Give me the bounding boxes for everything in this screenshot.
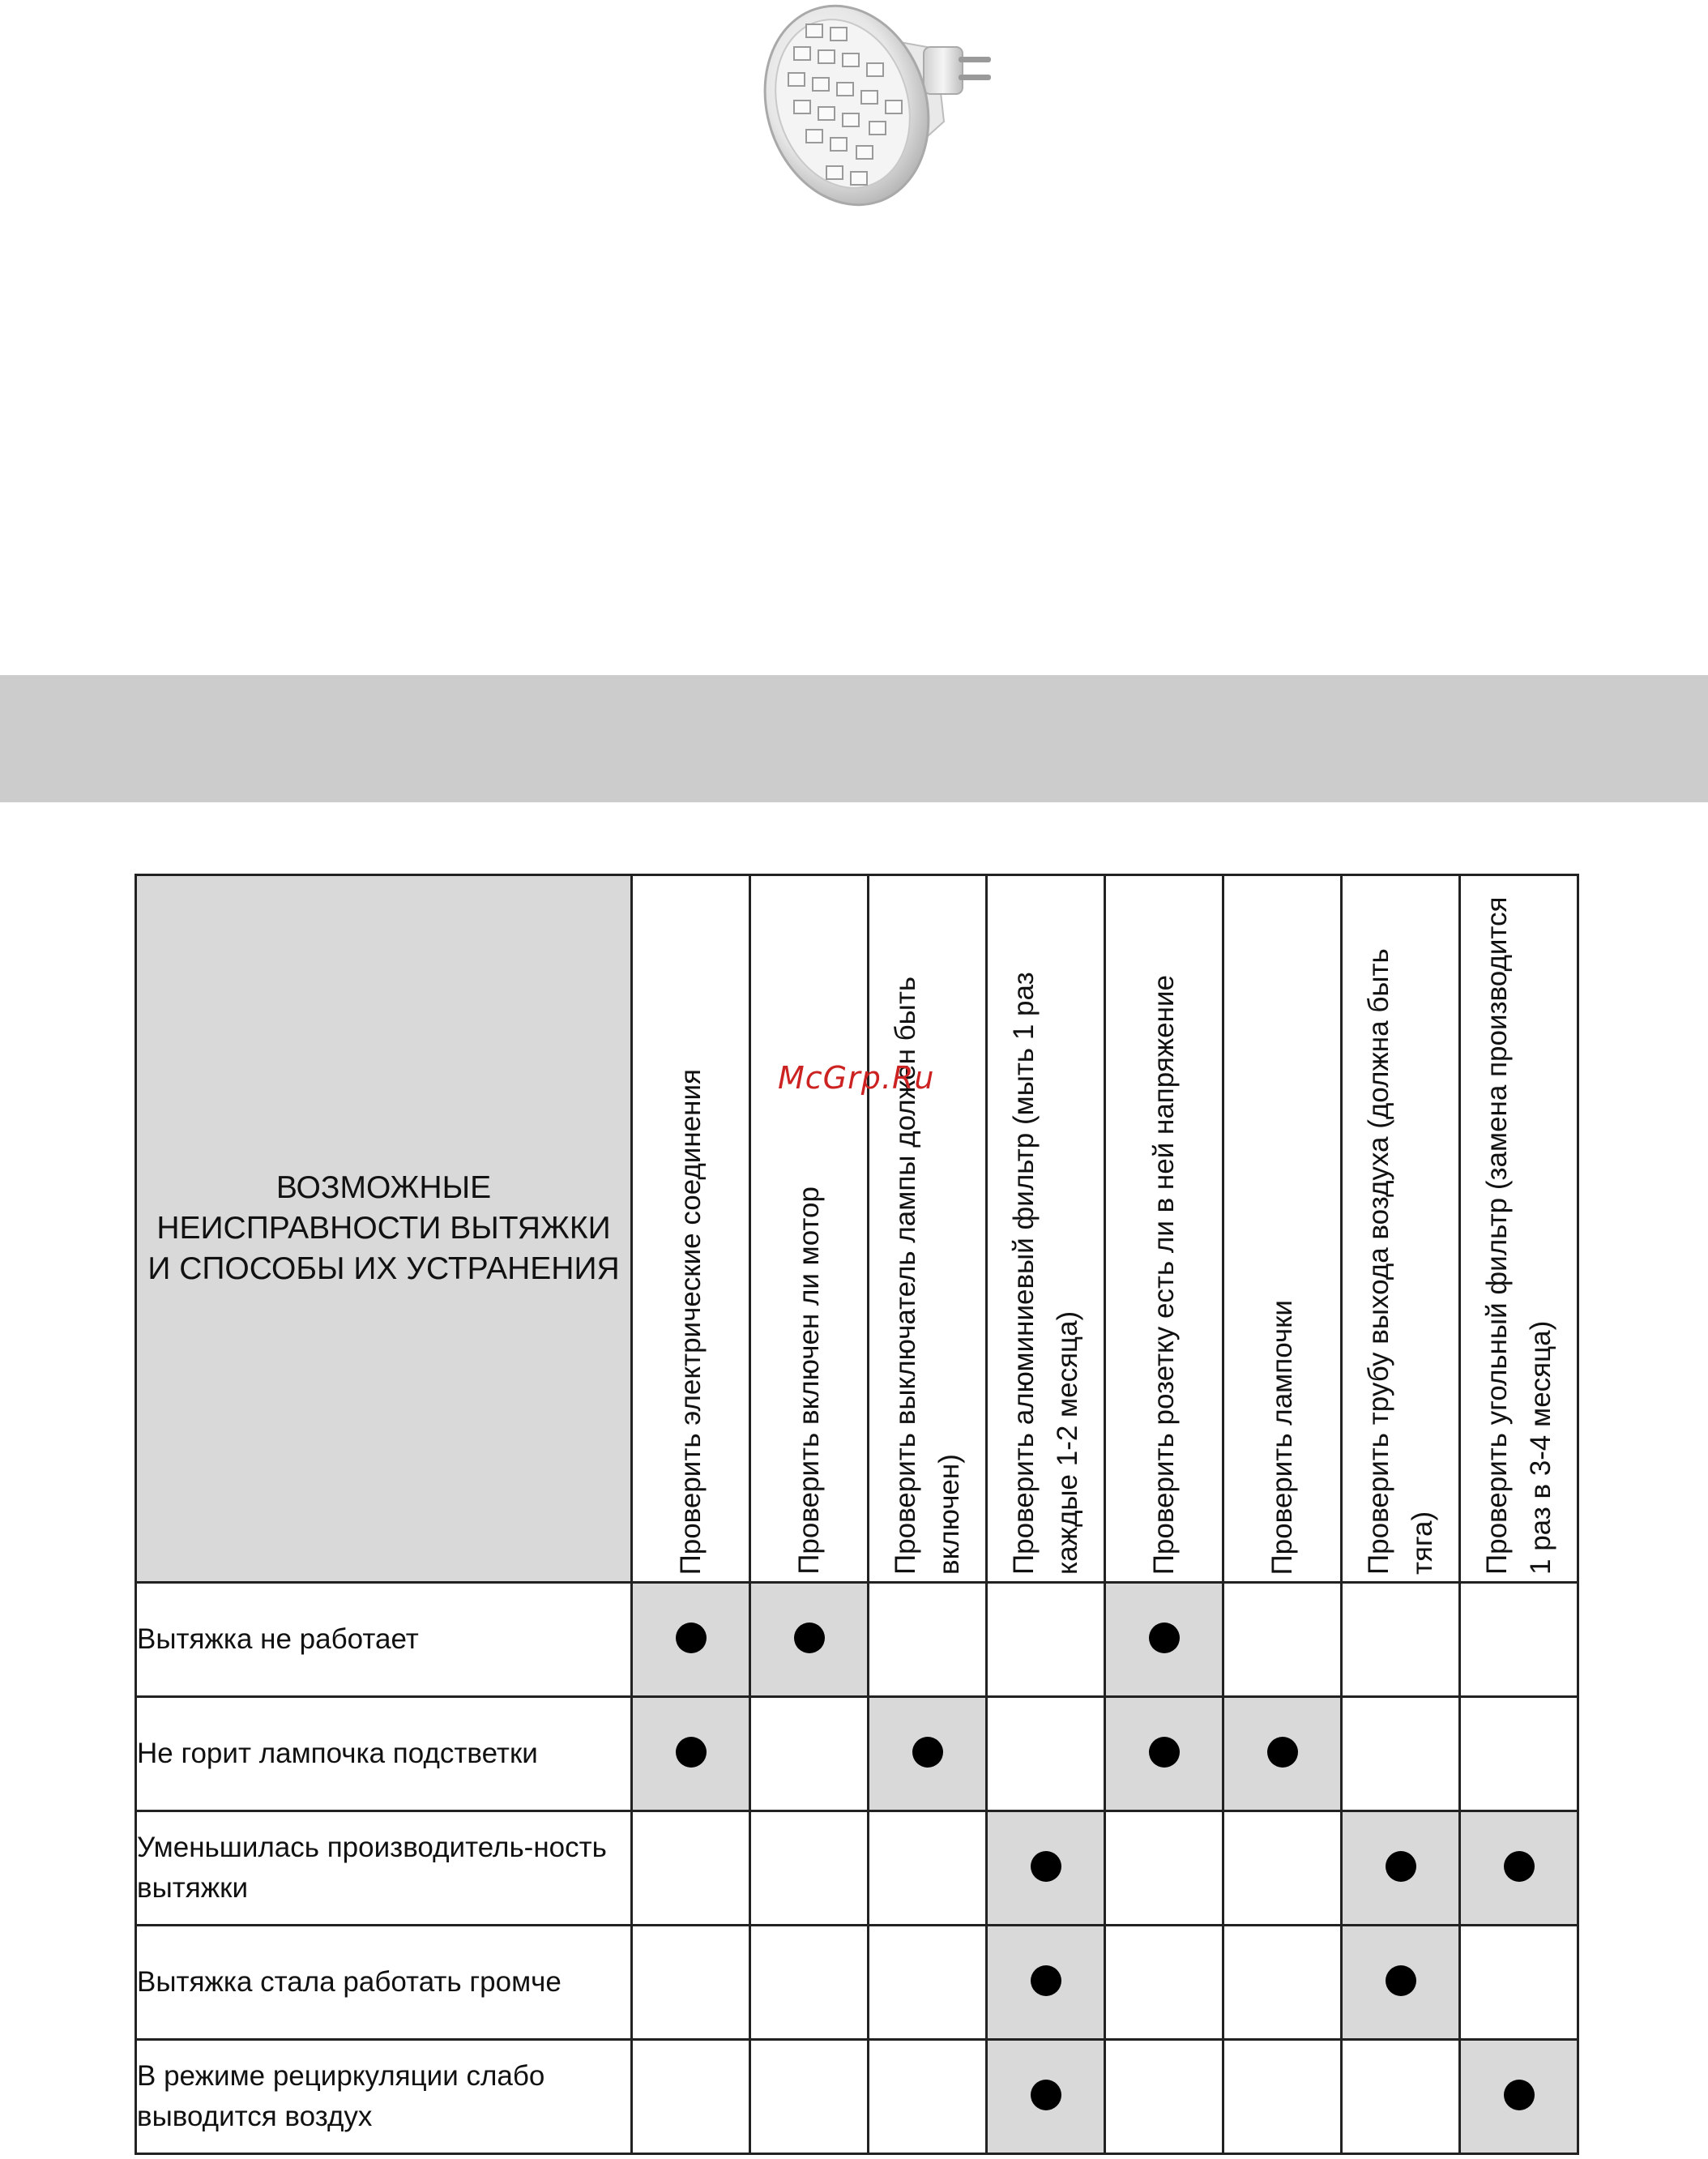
- column-header: [1223, 875, 1342, 1583]
- table-row: [136, 1583, 1578, 1697]
- column-header-label: Проверить розетку есть ли в ней напряжение: [1147, 974, 1180, 1575]
- table-row: [136, 1697, 1578, 1811]
- bullet-dot-icon: [1031, 1851, 1061, 1882]
- bullet-dot-icon: [1504, 1851, 1535, 1882]
- bullet-dot-icon: [912, 1737, 943, 1768]
- bullet-dot-icon: [1267, 1737, 1298, 1768]
- bullet-dot-icon: [1149, 1737, 1180, 1768]
- empty-cell: [750, 2040, 869, 2154]
- table-header-row: [136, 875, 1578, 1583]
- row-label: Вытяжка не работает: [136, 1583, 632, 1697]
- marked-cell: [987, 1811, 1105, 1926]
- column-header-label: Проверить лампочки: [1266, 1299, 1298, 1575]
- column-header: [987, 875, 1105, 1583]
- empty-cell: [1105, 1811, 1223, 1926]
- empty-cell: [1342, 2040, 1460, 2154]
- marked-cell: [1105, 1697, 1223, 1811]
- empty-cell: [1460, 1926, 1578, 2040]
- empty-cell: [987, 1697, 1105, 1811]
- bullet-dot-icon: [1504, 2080, 1535, 2110]
- marked-cell: [869, 1697, 987, 1811]
- row-label: Не горит лампочка подстветки: [136, 1697, 632, 1811]
- empty-cell: [632, 2040, 750, 2154]
- row-label: В режиме рециркуляции слабо выводится воздух: [136, 2040, 632, 2154]
- column-header: [750, 875, 869, 1583]
- empty-cell: [1105, 1926, 1223, 2040]
- empty-cell: [1342, 1697, 1460, 1811]
- column-header: [1460, 875, 1578, 1583]
- bullet-dot-icon: [794, 1622, 825, 1653]
- marked-cell: [987, 1926, 1105, 2040]
- table-row: [136, 2040, 1578, 2154]
- table-title-cell: [136, 875, 632, 1583]
- empty-cell: [869, 1926, 987, 2040]
- column-header: [869, 875, 987, 1583]
- empty-cell: [869, 1811, 987, 1926]
- led-bulb-image: [749, 0, 1001, 215]
- bullet-dot-icon: [1386, 1965, 1416, 1996]
- column-header-label: Проверить трубу выхода воздуха (должна быть тяга): [1362, 948, 1438, 1575]
- marked-cell: [1105, 1583, 1223, 1697]
- watermark: McGrp.Ru: [778, 1060, 935, 1096]
- column-header-label: Проверить электрические соединения: [674, 1068, 707, 1575]
- marked-cell: [1342, 1811, 1460, 1926]
- empty-cell: [1105, 2040, 1223, 2154]
- empty-cell: [1223, 1926, 1342, 2040]
- empty-cell: [1223, 2040, 1342, 2154]
- marked-cell: [1460, 1811, 1578, 1926]
- column-header: [1105, 875, 1223, 1583]
- marked-cell: [750, 1583, 869, 1697]
- marked-cell: [987, 2040, 1105, 2154]
- row-label: Вытяжка стала работать громче: [136, 1926, 632, 2040]
- empty-cell: [1223, 1583, 1342, 1697]
- column-header: [632, 875, 750, 1583]
- empty-cell: [1460, 1583, 1578, 1697]
- column-header-label: Проверить угольный фильтр (замена производится 1 раз в 3-4 месяца): [1480, 896, 1556, 1575]
- bullet-dot-icon: [1386, 1851, 1416, 1882]
- empty-cell: [1223, 1811, 1342, 1926]
- bullet-dot-icon: [1149, 1622, 1180, 1653]
- bullet-dot-icon: [1031, 1965, 1061, 1996]
- column-header-label: Проверить включен ли мотор: [792, 1186, 825, 1575]
- bullet-dot-icon: [676, 1622, 707, 1653]
- table-title-line: ВОЗМОЖНЫЕ: [275, 1170, 492, 1205]
- marked-cell: [632, 1697, 750, 1811]
- column-header-label: Проверить алюминиевый фильтр (мыть 1 раз каждые 1-2 месяца): [1007, 972, 1083, 1575]
- bullet-dot-icon: [1031, 2080, 1061, 2110]
- marked-cell: [1460, 2040, 1578, 2154]
- marked-cell: [1342, 1926, 1460, 2040]
- empty-cell: [1460, 1697, 1578, 1811]
- table-row: [136, 1926, 1578, 2040]
- empty-cell: [750, 1811, 869, 1926]
- empty-cell: [632, 1926, 750, 2040]
- column-header-label: Проверить выключатель лампы должен быть включен): [889, 976, 965, 1575]
- empty-cell: [987, 1583, 1105, 1697]
- empty-cell: [1342, 1583, 1460, 1697]
- empty-cell: [632, 1811, 750, 1926]
- section-header-band: [0, 675, 1708, 802]
- empty-cell: [869, 1583, 987, 1697]
- table-title-line: И СПОСОБЫ ИХ УСТРАНЕНИЯ: [147, 1251, 620, 1286]
- marked-cell: [632, 1583, 750, 1697]
- empty-cell: [750, 1926, 869, 2040]
- column-header: [1342, 875, 1460, 1583]
- marked-cell: [1223, 1697, 1342, 1811]
- bullet-dot-icon: [676, 1737, 707, 1768]
- row-label: Уменьшилась производитель-ность вытяжки: [136, 1811, 632, 1926]
- empty-cell: [869, 2040, 987, 2154]
- table-row: [136, 1811, 1578, 1926]
- table-title-line: НЕИСПРАВНОСТИ ВЫТЯЖКИ: [156, 1211, 611, 1246]
- empty-cell: [750, 1697, 869, 1811]
